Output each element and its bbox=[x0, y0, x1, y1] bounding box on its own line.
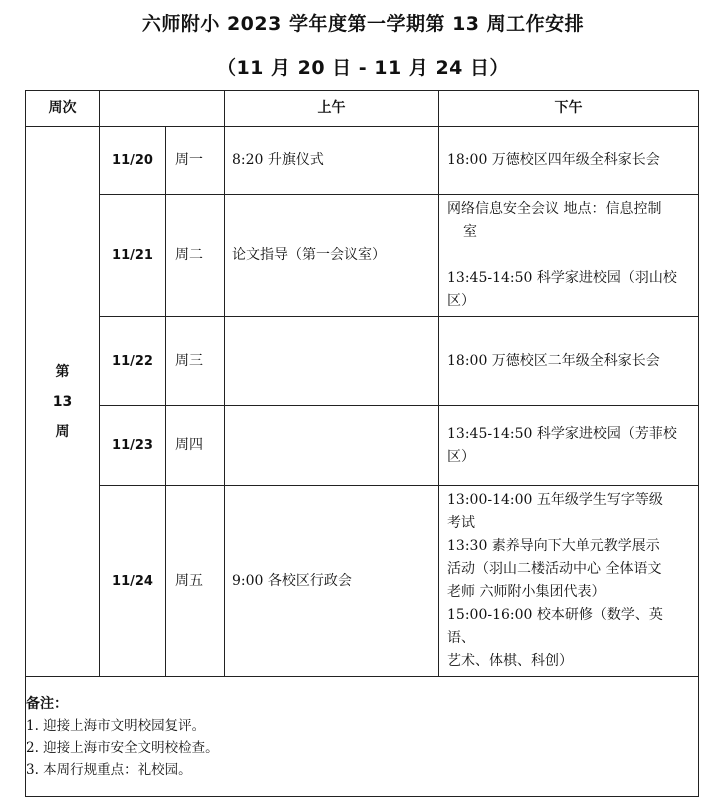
weekday-cell: 周四 bbox=[166, 406, 225, 486]
header-morning: 上午 bbox=[225, 91, 439, 127]
afternoon-line: 艺术、体棋、科创） bbox=[447, 653, 573, 669]
afternoon-line: 13:45-14:50 科学家进校园（芳菲校 bbox=[447, 425, 677, 442]
notes-cell bbox=[26, 677, 699, 797]
date-cell: 11/24 bbox=[100, 486, 166, 677]
afternoon-line: 13:00-14:00 五年级学生写字等级 bbox=[447, 492, 663, 508]
note-item: 1. 迎接上海市文明校园复评。 bbox=[26, 717, 206, 734]
date-cell: 11/22 bbox=[100, 317, 166, 406]
afternoon-line: 13:30 素养导向下大单元教学展示 bbox=[447, 538, 660, 554]
table-row bbox=[26, 406, 699, 486]
week-cell bbox=[26, 127, 100, 677]
afternoon-cell bbox=[439, 406, 699, 486]
date-cell: 11/21 bbox=[100, 195, 166, 317]
note-item: 3. 本周行规重点：礼校园。 bbox=[26, 761, 192, 778]
week-label-line1: 第 bbox=[55, 363, 70, 380]
week-label-line3: 周 bbox=[55, 423, 70, 440]
afternoon-line: 13:45-14:50 科学家进校园（羽山校 bbox=[447, 270, 677, 286]
table-row bbox=[26, 195, 699, 317]
afternoon-cell bbox=[439, 486, 699, 677]
header-row bbox=[26, 91, 699, 127]
afternoon-line: 区） bbox=[447, 448, 475, 465]
weekday-cell: 周二 bbox=[166, 195, 225, 317]
weekday-cell: 周五 bbox=[166, 486, 225, 677]
afternoon-spacer bbox=[447, 244, 690, 267]
page-title: 六师附小 2023 学年度第一学期第 13 周工作安排 bbox=[141, 13, 585, 35]
morning-cell bbox=[225, 317, 439, 406]
notes-title: 备注： bbox=[26, 695, 68, 712]
morning-cell: 8:20 升旗仪式 bbox=[225, 127, 439, 195]
afternoon-cell bbox=[439, 127, 699, 195]
afternoon-line: 室 bbox=[463, 224, 477, 240]
date-cell: 11/20 bbox=[100, 127, 166, 195]
weekday-cell: 周三 bbox=[166, 317, 225, 406]
notes-row bbox=[26, 677, 699, 797]
morning-cell: 9:00 各校区行政会 bbox=[225, 486, 439, 677]
header-afternoon: 下午 bbox=[439, 91, 699, 127]
table-row bbox=[26, 317, 699, 406]
header-week: 周次 bbox=[26, 91, 100, 127]
morning-cell: 论文指导（第一会议室） bbox=[225, 195, 439, 317]
date-range-subtitle: （11 月 20 日 - 11 月 24 日） bbox=[216, 57, 510, 79]
afternoon-line: 活动（羽山二楼活动中心 全体语文 bbox=[447, 561, 662, 577]
afternoon-line: 考试 bbox=[447, 515, 475, 531]
weekday-cell: 周一 bbox=[166, 127, 225, 195]
afternoon-line: 老师 六师附小集团代表） bbox=[447, 584, 606, 600]
note-item: 2. 迎接上海市安全文明校检查。 bbox=[26, 739, 219, 756]
afternoon-line: 18:00 万德校区二年级全科家长会 bbox=[447, 352, 660, 369]
table-row bbox=[26, 127, 699, 195]
afternoon-line: 18:00 万德校区四年级全科家长会 bbox=[447, 152, 660, 168]
afternoon-line: 15:00-16:00 校本研修（数学、英语、 bbox=[447, 607, 663, 646]
afternoon-cell bbox=[439, 195, 699, 317]
date-cell: 11/23 bbox=[100, 406, 166, 486]
afternoon-cell bbox=[439, 317, 699, 406]
afternoon-line: 网络信息安全会议 地点：信息控制 bbox=[447, 201, 662, 217]
table-row bbox=[26, 486, 699, 677]
afternoon-line: 区） bbox=[447, 293, 475, 309]
morning-cell bbox=[225, 406, 439, 486]
schedule-table bbox=[25, 90, 699, 797]
week-number: 13 bbox=[52, 393, 73, 410]
header-day bbox=[100, 91, 225, 127]
